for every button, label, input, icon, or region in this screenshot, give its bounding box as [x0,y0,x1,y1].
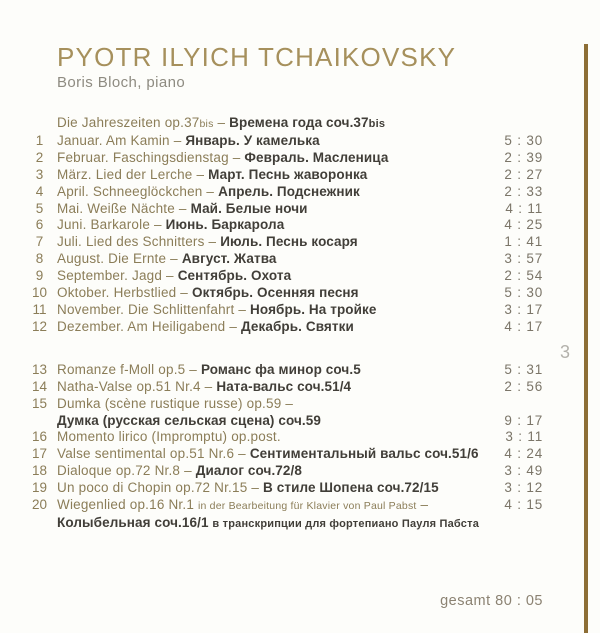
track-duration: 5 : 30 [504,285,543,301]
title-segment-cyrillic: Колыбельная соч.16/1 [57,514,213,530]
track-text-block [57,150,543,167]
title-segment-latin: Dialoque op.72 Nr.8 – [57,463,196,479]
track-text-block [57,167,543,184]
track-text-block [57,302,543,319]
track-duration: 3 : 12 [504,480,543,496]
track-line [57,133,543,150]
track-text-block [57,115,543,133]
track-duration: 1 : 41 [504,234,543,250]
title-segment-cyrillic: Август. Жатва [181,251,277,267]
title-segment-latin: Un poco di Chopin op.72 Nr.15 – [57,480,264,496]
track-number: 6 [35,217,44,233]
track-text-block [57,234,543,251]
total-duration [440,593,543,609]
track-title [57,319,491,336]
track-duration: 2 : 54 [504,268,543,284]
album-header [57,44,540,91]
title-segment-cyrillic: Февраль. Масленица [244,149,389,165]
track-text-block [57,446,543,463]
track-title [57,217,491,234]
title-segment-latin: März. Lied der Lerche – [57,166,209,182]
track-line [57,362,543,379]
track-number: 13 [31,361,48,377]
title-segment-latin: November. Die Schlittenfahrt – [57,301,251,317]
track-text-block [57,379,543,396]
track-number: 18 [31,463,48,479]
track-text-block [57,268,543,285]
title-segment-cyrillic: Октябрь. Осенняя песня [191,285,359,301]
track-title [57,115,491,133]
track-duration: 5 : 31 [504,361,543,377]
track-line [57,115,543,133]
track-line [57,184,543,201]
title-segment-latin: August. Die Ernte – [57,251,182,267]
title-segment-latin: Die Jahreszeiten op.37 [57,115,200,130]
track-line [57,515,543,533]
track-duration: 3 : 11 [505,429,543,445]
track-row [31,302,543,319]
title-segment-cyrillic: Сентябрь. Охота [177,268,292,284]
track-number: 1 [35,132,44,148]
title-segment-cyrillic: Ноябрь. На тройке [250,301,377,317]
track-duration: 9 : 17 [504,412,543,428]
track-line [57,480,543,497]
title-segment-latin: September. Jagd – [57,268,178,284]
track-number: 11 [32,301,47,317]
track-row [31,201,543,218]
track-line [57,302,543,319]
track-duration: 2 : 27 [504,166,543,182]
track-line [57,150,543,167]
track-number: 2 [35,149,44,165]
title-segment-cyrillic: Времена года соч.37 [229,115,369,130]
title-segment-latin: Januar. Am Kamin – [57,132,186,148]
track-row [31,319,543,336]
title-segment-cyrillic: Июль. Песнь косаря [220,234,358,250]
track-title [57,362,491,379]
track-line [57,217,543,234]
track-line [57,234,543,251]
title-segment-latin: Romanze f-Moll op.5 – [57,361,201,377]
title-segment-latin: Mai. Weiße Nächte – [57,200,191,216]
track-title [57,413,491,430]
track-text-block [57,497,543,533]
page-number: 3 [560,342,572,362]
seasons-cycle-section [31,115,543,336]
track-row [31,184,543,201]
track-number: 8 [35,251,44,267]
track-duration: 5 : 30 [504,132,543,148]
other-works-section [31,362,543,533]
title-segment-cyrillic: Март. Песнь жаворонка [208,166,368,182]
track-line [57,463,543,480]
track-row [31,362,543,379]
track-title [57,497,491,515]
track-row [31,167,543,184]
track-line [57,413,543,430]
title-segment-cyrillic: Апрель. Подснежник [218,183,360,199]
track-number: 15 [31,395,48,411]
track-title [57,480,491,497]
track-title [57,379,491,396]
track-line [57,251,543,268]
track-row [31,480,543,497]
performer-subtitle: Boris Bloch, piano [57,74,186,91]
track-row [31,379,543,396]
track-row [31,285,543,302]
cycle-heading-row [31,115,543,133]
track-title [57,184,491,201]
track-number: 20 [31,497,48,513]
track-title [57,515,491,533]
track-number: 12 [31,318,48,334]
title-segment-cyrillic: Декабрь. Святки [241,318,354,334]
track-line [57,319,543,336]
gold-rule-divider [584,44,588,633]
track-line [57,285,543,302]
track-row [31,396,543,430]
track-text-block [57,184,543,201]
track-text-block [57,396,543,430]
track-duration: 4 : 17 [504,318,543,334]
track-number: 7 [35,234,44,250]
track-row [31,217,543,234]
track-text-block [57,285,543,302]
track-text-block [57,217,543,234]
track-number: 10 [31,285,48,301]
track-row [31,429,543,446]
title-segment-cyrillic: Январь. У камелька [185,132,320,148]
track-duration: 4 : 15 [504,497,543,513]
title-segment-cyrillic: Думка (русская сельская сцена) соч.59 [57,412,321,428]
composer-title: PYOTR ILYICH TCHAIKOVSKY [57,42,457,72]
track-title [57,251,491,268]
title-segment-cyrillic: Июнь. Баркарола [165,217,285,233]
track-row [31,268,543,285]
track-row [31,463,543,480]
track-title [57,234,491,251]
track-text-block [57,480,543,497]
title-segment-latin: Juni. Barkarole – [57,217,166,233]
title-segment-cyrillic: Романс фа минор соч.5 [200,361,361,377]
track-duration: 2 : 56 [504,378,543,394]
track-line [57,497,543,515]
track-title [57,268,491,285]
title-segment-cyrillic: Ната-вальс соч.51/4 [216,378,352,394]
title-segment-cyrillic: Диалог соч.72/8 [195,463,302,479]
track-line [57,167,543,184]
title-segment-cyrillic: В стиле Шопена соч.72/15 [263,480,439,496]
track-number: 3 [35,166,44,182]
track-row [31,133,543,150]
track-text-block [57,463,543,480]
track-duration: 3 : 57 [504,251,543,267]
track-title [57,167,491,184]
title-segment-latin: Valse sentimental op.51 Nr.6 – [57,446,250,462]
title-segment-latin: – [213,115,230,130]
track-duration: 3 : 49 [504,463,543,479]
track-number: 16 [31,429,48,445]
track-title [57,463,491,480]
track-text-block [57,319,543,336]
track-duration: 4 : 24 [504,446,543,462]
track-number: 17 [31,446,48,462]
track-number: 14 [31,378,48,394]
track-number: 5 [35,200,44,216]
title-segment-latin: Wiegenlied op.16 Nr.1 [57,497,198,513]
track-row [31,497,543,533]
track-text-block [57,429,543,446]
title-segment-latin: Momento lirico (Impromptu) op.post. [57,429,281,445]
track-title [57,446,491,463]
track-line [57,396,543,413]
track-title [57,429,491,446]
track-row [31,234,543,251]
track-row [31,446,543,463]
track-text-block [57,362,543,379]
title-segment-latin: Dumka (scène rustique russe) op.59 – [57,395,294,411]
title-segment-cyrillic-small: bis [368,118,386,130]
track-title [57,133,491,150]
track-row [31,251,543,268]
track-duration: 3 : 17 [504,301,543,317]
track-line [57,201,543,218]
track-number [31,115,48,133]
track-number: 19 [31,480,48,496]
track-line [57,268,543,285]
track-duration: 2 : 39 [504,149,543,165]
track-duration: 4 : 11 [505,200,543,216]
track-line [57,446,543,463]
track-title [57,396,491,413]
title-segment-latin: – [416,497,429,513]
title-segment-latin-small: in der Bearbeitung für Klavier von Paul Pabst [197,500,417,513]
track-title [57,201,491,218]
title-segment-latin: Oktober. Herbstlied – [57,285,192,301]
title-segment-latin: Februar. Faschingsdienstag – [57,149,245,165]
title-segment-cyrillic-small: в транскрипции для фортепиано Пауля Пабста [212,517,480,530]
track-text-block [57,133,543,150]
track-number: 4 [35,183,44,199]
title-segment-latin: Natha-Valse op.51 Nr.4 – [57,378,217,394]
title-segment-cyrillic: Сентиментальный вальс соч.51/6 [249,446,479,462]
track-text-block [57,201,543,218]
track-line [57,429,543,446]
track-text-block [57,251,543,268]
track-list [31,115,543,533]
track-line [57,379,543,396]
total-time: 80 : 05 [495,593,543,609]
track-duration: 4 : 25 [504,217,543,233]
track-title [57,302,491,319]
track-title [57,150,491,167]
track-title [57,285,491,302]
track-row [31,150,543,167]
title-segment-cyrillic: Май. Белые ночи [190,200,308,216]
total-label: gesamt [440,593,491,609]
title-segment-latin: April. Schneeglöckchen – [57,183,219,199]
booklet-page [0,44,600,633]
track-duration: 2 : 33 [504,183,543,199]
title-segment-latin: Dezember. Am Heiligabend – [57,318,241,334]
title-segment-latin-small: bis [199,118,214,130]
title-segment-latin: Juli. Lied des Schnitters – [57,234,221,250]
track-number: 9 [35,268,44,284]
